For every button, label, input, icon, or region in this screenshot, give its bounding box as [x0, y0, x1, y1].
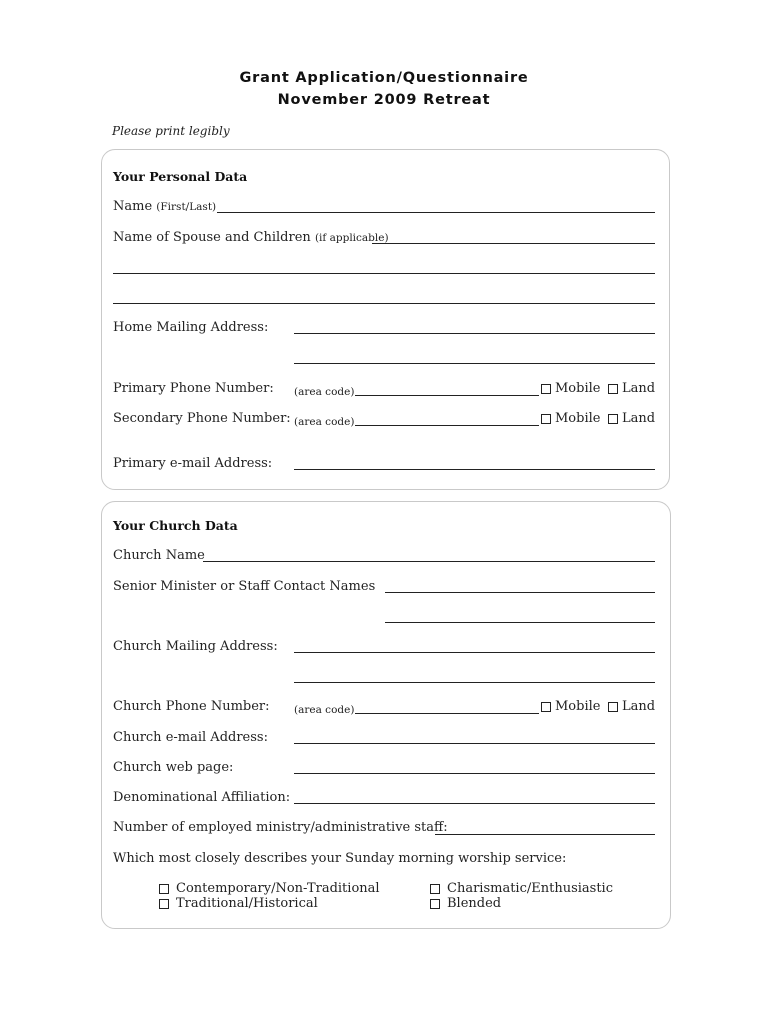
church-name-label: Church Name — [113, 548, 205, 563]
secondary-phone-land-checkbox[interactable] — [608, 414, 618, 424]
church-phone-mobile-label: Mobile — [555, 699, 601, 714]
church-email-label: Church e-mail Address: — [113, 730, 268, 745]
church-phone-field[interactable] — [355, 713, 539, 714]
church-email-field[interactable] — [294, 743, 655, 744]
church-data-heading: Your Church Data — [113, 518, 238, 533]
contact-names-field[interactable] — [385, 592, 655, 593]
primary-phone-area-code: (area code) — [294, 386, 355, 398]
worship-charismatic-checkbox[interactable] — [430, 884, 440, 894]
church-web-label: Church web page: — [113, 760, 234, 775]
staff-count-field[interactable] — [435, 834, 655, 835]
primary-email-field[interactable] — [294, 469, 655, 470]
church-phone-area-code: (area code) — [294, 704, 355, 716]
denomination-field[interactable] — [294, 803, 655, 804]
worship-charismatic-label: Charismatic/Enthusiastic — [447, 881, 613, 896]
spouse-children-field-line-3[interactable] — [113, 303, 655, 304]
worship-question: Which most closely describes your Sunday morning worship service: — [113, 851, 567, 866]
church-phone-land-checkbox[interactable] — [608, 702, 618, 712]
home-address-label: Home Mailing Address: — [113, 320, 269, 335]
primary-email-label: Primary e-mail Address: — [113, 456, 273, 471]
primary-phone-mobile-checkbox[interactable] — [541, 384, 551, 394]
spouse-children-label: Name of Spouse and Children (if applicable) — [113, 230, 389, 245]
worship-blended-label: Blended — [447, 896, 502, 911]
secondary-phone-area-code: (area code) — [294, 416, 355, 428]
church-address-label: Church Mailing Address: — [113, 639, 278, 654]
primary-phone-land-label: Land — [622, 381, 656, 396]
contact-names-label: Senior Minister or Staff Contact Names — [113, 579, 376, 594]
church-address-field[interactable] — [294, 652, 655, 653]
church-name-field[interactable] — [203, 561, 655, 562]
worship-traditional-label: Traditional/Historical — [176, 896, 318, 911]
denomination-label: Denominational Affiliation: — [113, 790, 291, 805]
print-legibly-note: Please print legibly — [112, 124, 230, 138]
secondary-phone-label: Secondary Phone Number: — [113, 411, 291, 426]
contact-names-field-line-2[interactable] — [385, 622, 655, 623]
worship-traditional-checkbox[interactable] — [159, 899, 169, 909]
secondary-phone-field[interactable] — [355, 425, 539, 426]
secondary-phone-land-label: Land — [622, 411, 656, 426]
primary-phone-mobile-label: Mobile — [555, 381, 601, 396]
church-phone-label: Church Phone Number: — [113, 699, 270, 714]
form-title: Grant Application/Questionnaire — [239, 70, 529, 86]
church-phone-mobile-checkbox[interactable] — [541, 702, 551, 712]
home-address-field-line-2[interactable] — [294, 363, 655, 364]
staff-count-label: Number of employed ministry/administrative staff: — [113, 820, 448, 835]
spouse-children-field[interactable] — [372, 243, 655, 244]
name-label: Name (First/Last) — [113, 199, 217, 214]
name-hint: (First/Last) — [156, 201, 217, 213]
home-address-field[interactable] — [294, 333, 655, 334]
church-web-field[interactable] — [294, 773, 655, 774]
secondary-phone-mobile-checkbox[interactable] — [541, 414, 551, 424]
spouse-children-hint: (if applicable) — [314, 232, 389, 244]
primary-phone-field[interactable] — [355, 395, 539, 396]
primary-phone-label: Primary Phone Number: — [113, 381, 274, 396]
primary-phone-land-checkbox[interactable] — [608, 384, 618, 394]
worship-contemporary-label: Contemporary/Non-Traditional — [176, 881, 380, 896]
worship-contemporary-checkbox[interactable] — [159, 884, 169, 894]
spouse-children-field-line-2[interactable] — [113, 273, 655, 274]
church-address-field-line-2[interactable] — [294, 682, 655, 683]
name-field[interactable] — [217, 212, 655, 213]
secondary-phone-mobile-label: Mobile — [555, 411, 601, 426]
church-phone-land-label: Land — [622, 699, 656, 714]
worship-blended-checkbox[interactable] — [430, 899, 440, 909]
personal-data-heading: Your Personal Data — [113, 169, 248, 184]
form-subtitle: November 2009 Retreat — [277, 92, 491, 108]
